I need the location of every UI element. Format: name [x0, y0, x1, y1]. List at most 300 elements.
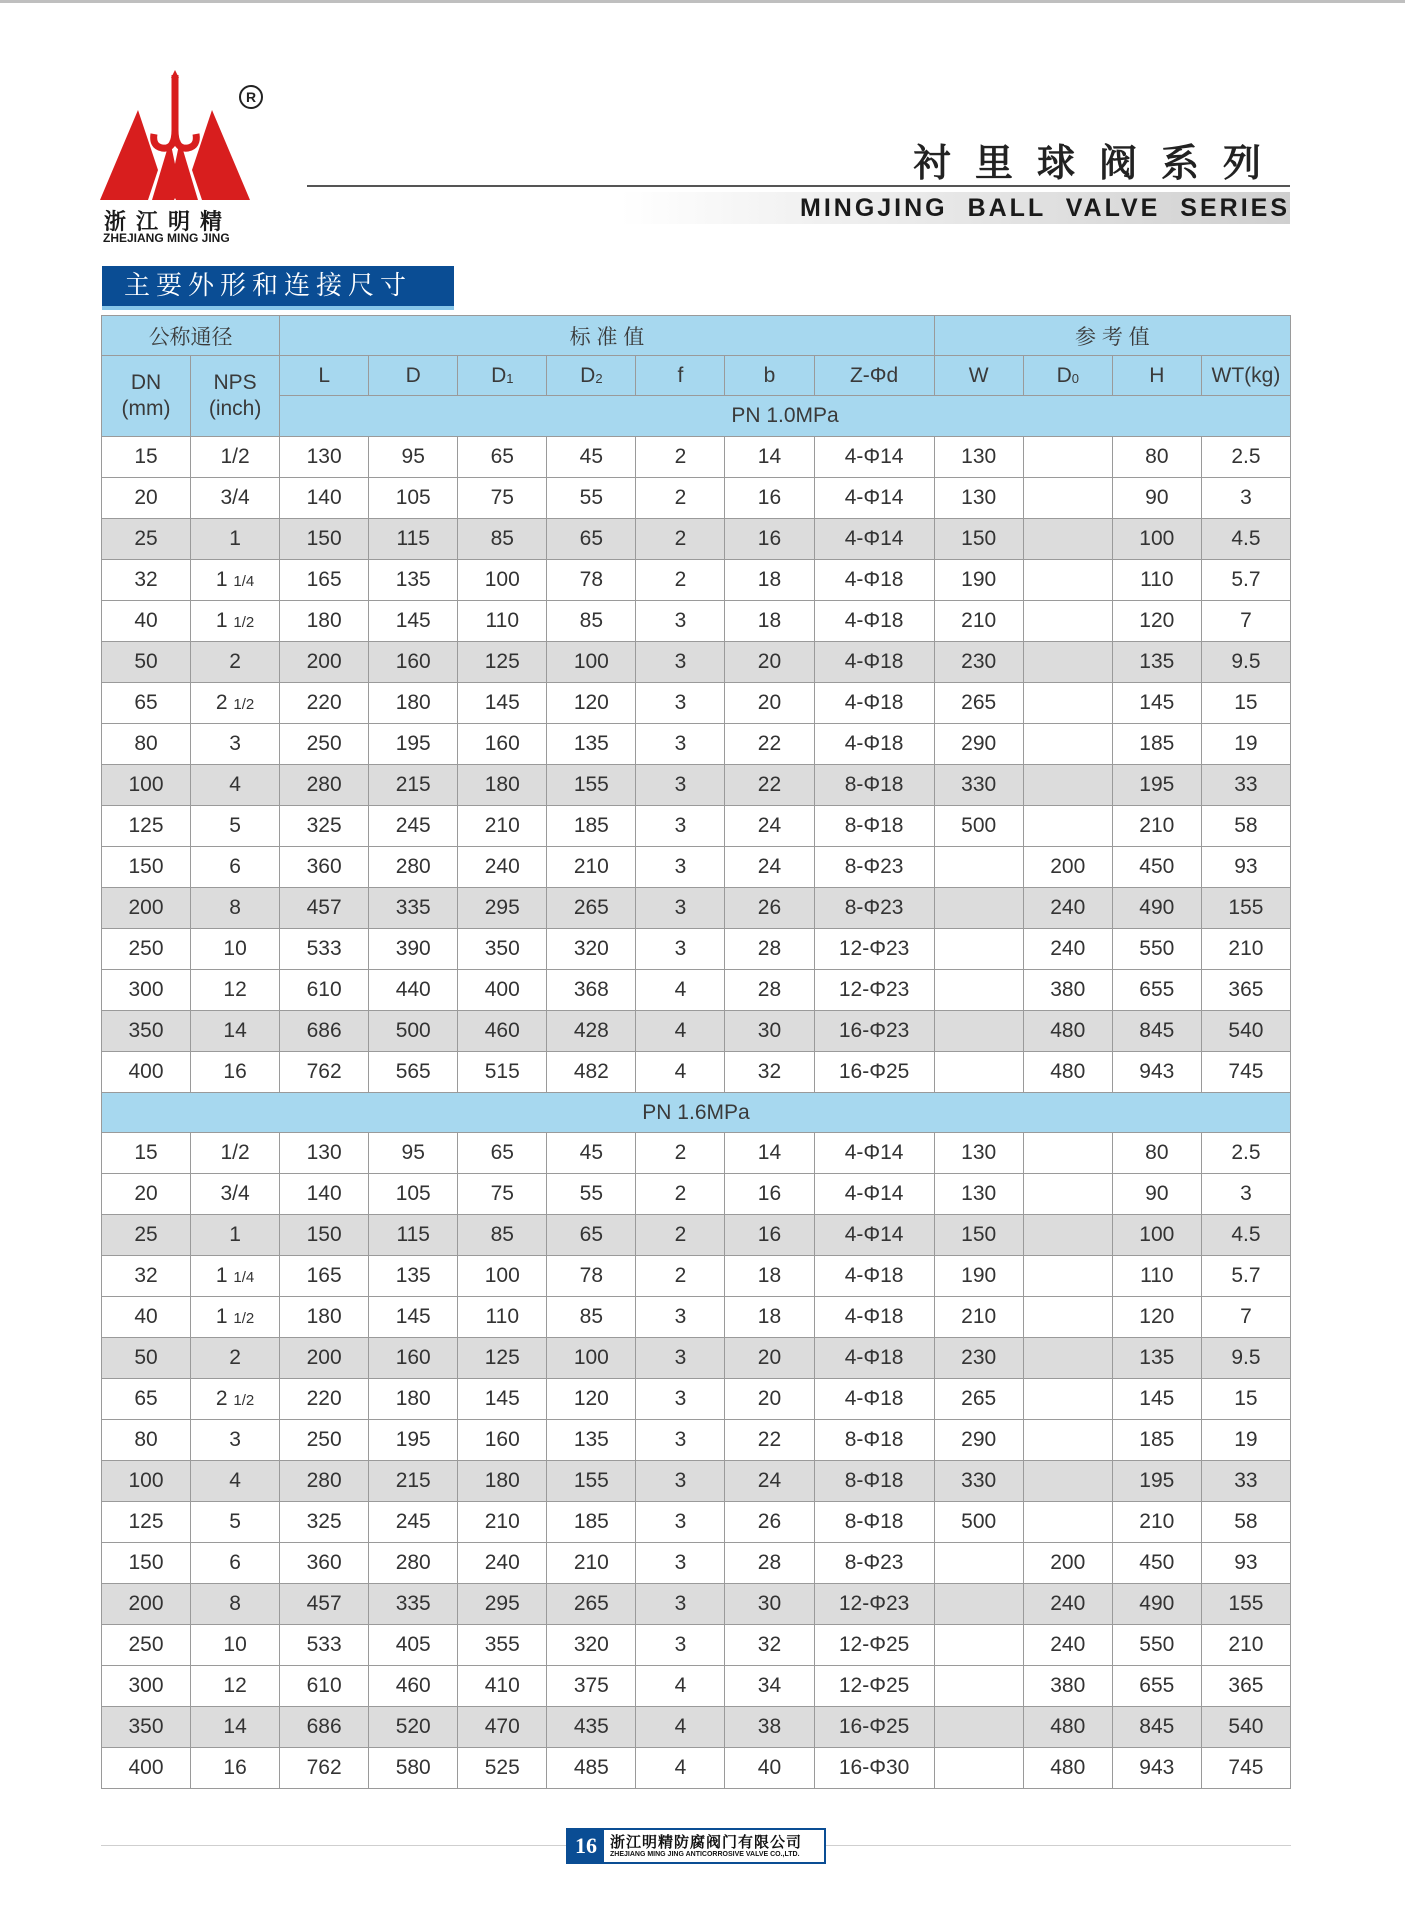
cell-w: 330 [934, 1461, 1023, 1502]
cell-b: 22 [725, 724, 814, 765]
header-standard: 标 准 值 [280, 316, 935, 356]
cell-d: 95 [369, 437, 458, 478]
cell-d0 [1023, 642, 1112, 683]
cell-h: 90 [1112, 478, 1201, 519]
cell-z: 4-Φ18 [814, 1338, 934, 1379]
cell-d2: 135 [547, 724, 636, 765]
header-nps-label: NPS [213, 371, 257, 394]
cell-f: 4 [636, 1052, 725, 1093]
cell-d: 390 [369, 929, 458, 970]
cell-nps-whole: 1 [215, 568, 228, 591]
cell-nps: 14 [191, 1707, 280, 1748]
cell-d0 [1023, 560, 1112, 601]
cell-b: 16 [725, 1215, 814, 1256]
cell-d0 [1023, 437, 1112, 478]
cell-f: 3 [636, 683, 725, 724]
header-d1-sub: 1 [506, 370, 514, 386]
cell-d0: 480 [1023, 1748, 1112, 1789]
cell-w: 190 [934, 1256, 1023, 1297]
cell-z: 4-Φ18 [814, 642, 934, 683]
cell-dn: 150 [102, 847, 191, 888]
cell-f: 4 [636, 1666, 725, 1707]
cell-d0: 240 [1023, 888, 1112, 929]
cell-l: 130 [280, 1133, 369, 1174]
cell-dn: 150 [102, 1543, 191, 1584]
cell-h: 100 [1112, 519, 1201, 560]
cell-d: 115 [369, 1215, 458, 1256]
cell-b: 18 [725, 1256, 814, 1297]
cell-l: 220 [280, 683, 369, 724]
cell-w [934, 1666, 1023, 1707]
cell-wt: 2.5 [1201, 1133, 1290, 1174]
cell-b: 22 [725, 1420, 814, 1461]
table-row [102, 437, 1291, 478]
cell-d2: 435 [547, 1707, 636, 1748]
header-d: D [369, 356, 458, 396]
cell-h: 135 [1112, 642, 1201, 683]
cell-w: 130 [934, 478, 1023, 519]
cell-h: 450 [1112, 1543, 1201, 1584]
cell-d1: 525 [458, 1748, 547, 1789]
cell-dn: 80 [102, 1420, 191, 1461]
cell-dn: 250 [102, 929, 191, 970]
header-d2-sub: 2 [595, 370, 603, 386]
cell-h: 135 [1112, 1338, 1201, 1379]
cell-f: 3 [636, 765, 725, 806]
cell-f: 2 [636, 1215, 725, 1256]
cell-d0: 200 [1023, 847, 1112, 888]
cell-nps: 1/2 [191, 1133, 280, 1174]
cell-z: 4-Φ14 [814, 1174, 934, 1215]
table-row [102, 1748, 1291, 1789]
cell-d2: 210 [547, 847, 636, 888]
header-d2-label: D [580, 363, 596, 387]
cell-h: 845 [1112, 1707, 1201, 1748]
cell-z: 8-Φ18 [814, 806, 934, 847]
cell-d: 440 [369, 970, 458, 1011]
cell-d0 [1023, 765, 1112, 806]
cell-wt: 745 [1201, 1052, 1290, 1093]
cell-d2: 45 [547, 437, 636, 478]
cell-d: 145 [369, 601, 458, 642]
cell-w: 290 [934, 1420, 1023, 1461]
cell-f: 3 [636, 806, 725, 847]
cell-d: 135 [369, 1256, 458, 1297]
table-row [102, 1338, 1291, 1379]
cell-f: 4 [636, 1748, 725, 1789]
header-d0 [1023, 356, 1112, 396]
cell-l: 165 [280, 1256, 369, 1297]
cell-w: 290 [934, 724, 1023, 765]
table-row [102, 1133, 1291, 1174]
cell-h: 943 [1112, 1748, 1201, 1789]
cell-z: 16-Φ23 [814, 1011, 934, 1052]
cell-z: 8-Φ18 [814, 1420, 934, 1461]
header-d0-label: D [1056, 363, 1072, 387]
cell-z: 4-Φ18 [814, 560, 934, 601]
cell-nps: 12 [191, 970, 280, 1011]
cell-d1: 65 [458, 1133, 547, 1174]
cell-wt: 745 [1201, 1748, 1290, 1789]
cell-f: 3 [636, 1543, 725, 1584]
cell-nps-fraction: 1/2 [233, 696, 255, 713]
table-row [102, 1011, 1291, 1052]
header-l: L [280, 356, 369, 396]
cell-h: 185 [1112, 724, 1201, 765]
cell-h: 145 [1112, 1379, 1201, 1420]
cell-wt: 7 [1201, 1297, 1290, 1338]
cell-nps: 3/4 [191, 1174, 280, 1215]
cell-d0 [1023, 1256, 1112, 1297]
cell-d2: 155 [547, 765, 636, 806]
cell-dn: 15 [102, 1133, 191, 1174]
cell-dn: 400 [102, 1748, 191, 1789]
cell-b: 16 [725, 519, 814, 560]
cell-wt: 19 [1201, 1420, 1290, 1461]
cell-dn: 65 [102, 683, 191, 724]
cell-nps: 3 [191, 724, 280, 765]
cell-d2: 55 [547, 1174, 636, 1215]
footer-company-cn: 浙江明精防腐阀门有限公司 [610, 1833, 803, 1851]
cell-l: 325 [280, 806, 369, 847]
footer-company-en: ZHEJIANG MING JING ANTICORROSIVE VALVE CO.,LTD. [610, 1851, 800, 1858]
cell-l: 250 [280, 1420, 369, 1461]
cell-nps: 10 [191, 929, 280, 970]
cell-wt: 9.5 [1201, 1338, 1290, 1379]
cell-d1: 210 [458, 1502, 547, 1543]
cell-d0 [1023, 1174, 1112, 1215]
header-dn-unit: (mm) [121, 397, 171, 420]
section-title: 主要外形和连接尺寸 [102, 266, 454, 306]
header-nps [191, 356, 280, 437]
cell-w: 130 [934, 437, 1023, 478]
cell-wt: 540 [1201, 1011, 1290, 1052]
cell-h: 210 [1112, 1502, 1201, 1543]
table-body [102, 437, 1291, 1789]
cell-d1: 460 [458, 1011, 547, 1052]
cell-b: 24 [725, 1461, 814, 1502]
cell-d0 [1023, 519, 1112, 560]
cell-h: 943 [1112, 1052, 1201, 1093]
cell-dn: 40 [102, 601, 191, 642]
cell-dn: 65 [102, 1379, 191, 1420]
cell-d2: 120 [547, 1379, 636, 1420]
cell-d2: 100 [547, 1338, 636, 1379]
table-row [102, 1174, 1291, 1215]
cell-h: 490 [1112, 1584, 1201, 1625]
cell-d: 580 [369, 1748, 458, 1789]
cell-dn: 300 [102, 970, 191, 1011]
cell-b: 40 [725, 1748, 814, 1789]
table-row [102, 519, 1291, 560]
cell-l: 610 [280, 970, 369, 1011]
cell-nps: 5 [191, 1502, 280, 1543]
cell-z: 4-Φ18 [814, 601, 934, 642]
header-h: H [1112, 356, 1201, 396]
cell-h: 210 [1112, 806, 1201, 847]
cell-d1: 85 [458, 1215, 547, 1256]
cell-d1: 145 [458, 1379, 547, 1420]
header-d1 [458, 356, 547, 396]
cell-b: 34 [725, 1666, 814, 1707]
cell-nps: 2 [191, 642, 280, 683]
cell-d: 245 [369, 806, 458, 847]
table-row [102, 1666, 1291, 1707]
cell-f: 3 [636, 1625, 725, 1666]
cell-wt: 9.5 [1201, 642, 1290, 683]
cell-nps: 14 [191, 1011, 280, 1052]
cell-h: 120 [1112, 1297, 1201, 1338]
cell-d1: 100 [458, 1256, 547, 1297]
cell-d: 180 [369, 683, 458, 724]
table-row [102, 1420, 1291, 1461]
cell-dn: 50 [102, 1338, 191, 1379]
cell-h: 90 [1112, 1174, 1201, 1215]
cell-l: 686 [280, 1011, 369, 1052]
cell-nps-fraction: 1/2 [233, 1310, 255, 1327]
cell-l: 280 [280, 765, 369, 806]
cell-l: 165 [280, 560, 369, 601]
cell-wt: 33 [1201, 765, 1290, 806]
header-b: b [725, 356, 814, 396]
cell-dn: 15 [102, 437, 191, 478]
cell-wt: 155 [1201, 888, 1290, 929]
cell-h: 145 [1112, 683, 1201, 724]
cell-nps [191, 601, 280, 642]
cell-z: 4-Φ14 [814, 478, 934, 519]
cell-d0 [1023, 806, 1112, 847]
cell-z: 12-Φ23 [814, 929, 934, 970]
cell-d2: 85 [547, 1297, 636, 1338]
cell-nps-fraction: 1/4 [233, 1269, 255, 1286]
cell-w: 230 [934, 1338, 1023, 1379]
cell-d: 280 [369, 1543, 458, 1584]
cell-wt: 5.7 [1201, 1256, 1290, 1297]
cell-f: 3 [636, 601, 725, 642]
cell-z: 8-Φ23 [814, 888, 934, 929]
cell-d: 520 [369, 1707, 458, 1748]
cell-h: 550 [1112, 929, 1201, 970]
table-row [102, 806, 1291, 847]
cell-z: 12-Φ25 [814, 1625, 934, 1666]
cell-d1: 75 [458, 478, 547, 519]
cell-b: 26 [725, 888, 814, 929]
cell-w: 330 [934, 765, 1023, 806]
pn-section-label: PN 1.6MPa [102, 1093, 1291, 1133]
cell-b: 28 [725, 970, 814, 1011]
cell-f: 2 [636, 478, 725, 519]
cell-h: 120 [1112, 601, 1201, 642]
cell-d0 [1023, 1420, 1112, 1461]
cell-f: 4 [636, 1707, 725, 1748]
cell-z: 12-Φ25 [814, 1666, 934, 1707]
cell-h: 110 [1112, 1256, 1201, 1297]
cell-nps: 8 [191, 888, 280, 929]
cell-w [934, 1543, 1023, 1584]
cell-h: 550 [1112, 1625, 1201, 1666]
cell-b: 32 [725, 1052, 814, 1093]
cell-nps: 16 [191, 1052, 280, 1093]
cell-dn: 200 [102, 1584, 191, 1625]
cell-dn: 250 [102, 1625, 191, 1666]
cell-d0 [1023, 724, 1112, 765]
cell-d1: 160 [458, 724, 547, 765]
cell-nps: 2 [191, 1338, 280, 1379]
cell-l: 610 [280, 1666, 369, 1707]
cell-dn: 40 [102, 1297, 191, 1338]
table-row [102, 1502, 1291, 1543]
cell-f: 2 [636, 560, 725, 601]
cell-l: 457 [280, 888, 369, 929]
cell-f: 4 [636, 1011, 725, 1052]
cell-w [934, 970, 1023, 1011]
cell-d2: 185 [547, 1502, 636, 1543]
cell-nps: 1 [191, 519, 280, 560]
cell-l: 457 [280, 1584, 369, 1625]
cell-w: 210 [934, 1297, 1023, 1338]
cell-nps [191, 683, 280, 724]
cell-nps: 4 [191, 1461, 280, 1502]
cell-z: 4-Φ18 [814, 724, 934, 765]
cell-d1: 470 [458, 1707, 547, 1748]
cell-b: 16 [725, 1174, 814, 1215]
cell-z: 4-Φ18 [814, 683, 934, 724]
cell-b: 30 [725, 1011, 814, 1052]
cell-b: 20 [725, 1379, 814, 1420]
cell-l: 533 [280, 1625, 369, 1666]
cell-l: 280 [280, 1461, 369, 1502]
cell-d1: 180 [458, 1461, 547, 1502]
cell-d2: 100 [547, 642, 636, 683]
cell-l: 686 [280, 1707, 369, 1748]
cell-w [934, 847, 1023, 888]
cell-f: 2 [636, 437, 725, 478]
cell-b: 38 [725, 1707, 814, 1748]
cell-h: 185 [1112, 1420, 1201, 1461]
cell-dn: 350 [102, 1707, 191, 1748]
cell-w [934, 888, 1023, 929]
table-row [102, 1256, 1291, 1297]
cell-d: 565 [369, 1052, 458, 1093]
cell-d: 280 [369, 847, 458, 888]
cell-d1: 160 [458, 1420, 547, 1461]
cell-d2: 55 [547, 478, 636, 519]
cell-d2: 428 [547, 1011, 636, 1052]
cell-b: 14 [725, 1133, 814, 1174]
cell-d2: 265 [547, 888, 636, 929]
cell-b: 20 [725, 1338, 814, 1379]
cell-nps: 3/4 [191, 478, 280, 519]
cell-dn: 20 [102, 478, 191, 519]
cell-d0: 240 [1023, 1625, 1112, 1666]
cell-f: 2 [636, 519, 725, 560]
cell-wt: 210 [1201, 929, 1290, 970]
cell-dn: 125 [102, 806, 191, 847]
cell-d0 [1023, 1133, 1112, 1174]
cell-f: 4 [636, 970, 725, 1011]
cell-d0 [1023, 1338, 1112, 1379]
cell-w: 230 [934, 642, 1023, 683]
cell-nps-whole: 2 [215, 1387, 228, 1410]
header-dn [102, 356, 191, 437]
cell-d2: 368 [547, 970, 636, 1011]
cell-nps-whole: 1 [215, 1264, 228, 1287]
cell-nps: 6 [191, 847, 280, 888]
cell-b: 18 [725, 560, 814, 601]
cell-nps: 5 [191, 806, 280, 847]
cell-z: 12-Φ23 [814, 970, 934, 1011]
cell-nps-whole: 1 [215, 609, 228, 632]
cell-nps: 12 [191, 1666, 280, 1707]
cell-z: 8-Φ23 [814, 847, 934, 888]
table-row [102, 683, 1291, 724]
cell-d0 [1023, 1297, 1112, 1338]
cell-nps [191, 560, 280, 601]
dimension-table [101, 315, 1291, 1789]
cell-nps [191, 1379, 280, 1420]
cell-z: 8-Φ23 [814, 1543, 934, 1584]
cell-h: 490 [1112, 888, 1201, 929]
cell-l: 140 [280, 1174, 369, 1215]
cell-dn: 25 [102, 1215, 191, 1256]
cell-d1: 180 [458, 765, 547, 806]
table-row [102, 1379, 1291, 1420]
cell-nps-whole: 1 [215, 1305, 228, 1328]
cell-h: 110 [1112, 560, 1201, 601]
cell-f: 3 [636, 1584, 725, 1625]
cell-d0 [1023, 683, 1112, 724]
cell-w [934, 929, 1023, 970]
cell-f: 3 [636, 888, 725, 929]
header-f: f [636, 356, 725, 396]
top-rule [0, 0, 1405, 3]
cell-l: 360 [280, 847, 369, 888]
cell-z: 8-Φ18 [814, 1461, 934, 1502]
table-row [102, 1297, 1291, 1338]
table-row [102, 478, 1291, 519]
cell-d2: 45 [547, 1133, 636, 1174]
cell-d1: 110 [458, 1297, 547, 1338]
table-row [102, 929, 1291, 970]
cell-b: 14 [725, 437, 814, 478]
pn-section-label: PN 1.0MPa [280, 396, 1291, 437]
cell-z: 4-Φ18 [814, 1297, 934, 1338]
cell-wt: 540 [1201, 1707, 1290, 1748]
cell-z: 16-Φ30 [814, 1748, 934, 1789]
header-d1-label: D [491, 363, 507, 387]
cell-h: 195 [1112, 765, 1201, 806]
cell-w: 150 [934, 1215, 1023, 1256]
table-row [102, 1543, 1291, 1584]
cell-wt: 15 [1201, 1379, 1290, 1420]
svg-text:R: R [245, 89, 257, 105]
cell-w: 150 [934, 519, 1023, 560]
cell-nps-fraction: 1/4 [233, 573, 255, 590]
cell-d1: 125 [458, 1338, 547, 1379]
cell-d2: 265 [547, 1584, 636, 1625]
cell-wt: 3 [1201, 1174, 1290, 1215]
cell-nps: 4 [191, 765, 280, 806]
cell-f: 3 [636, 1379, 725, 1420]
cell-d2: 78 [547, 560, 636, 601]
table-row [102, 970, 1291, 1011]
cell-d1: 65 [458, 437, 547, 478]
cell-d: 95 [369, 1133, 458, 1174]
cell-w: 265 [934, 683, 1023, 724]
cell-w: 190 [934, 560, 1023, 601]
cell-w: 130 [934, 1133, 1023, 1174]
cell-d2: 320 [547, 1625, 636, 1666]
